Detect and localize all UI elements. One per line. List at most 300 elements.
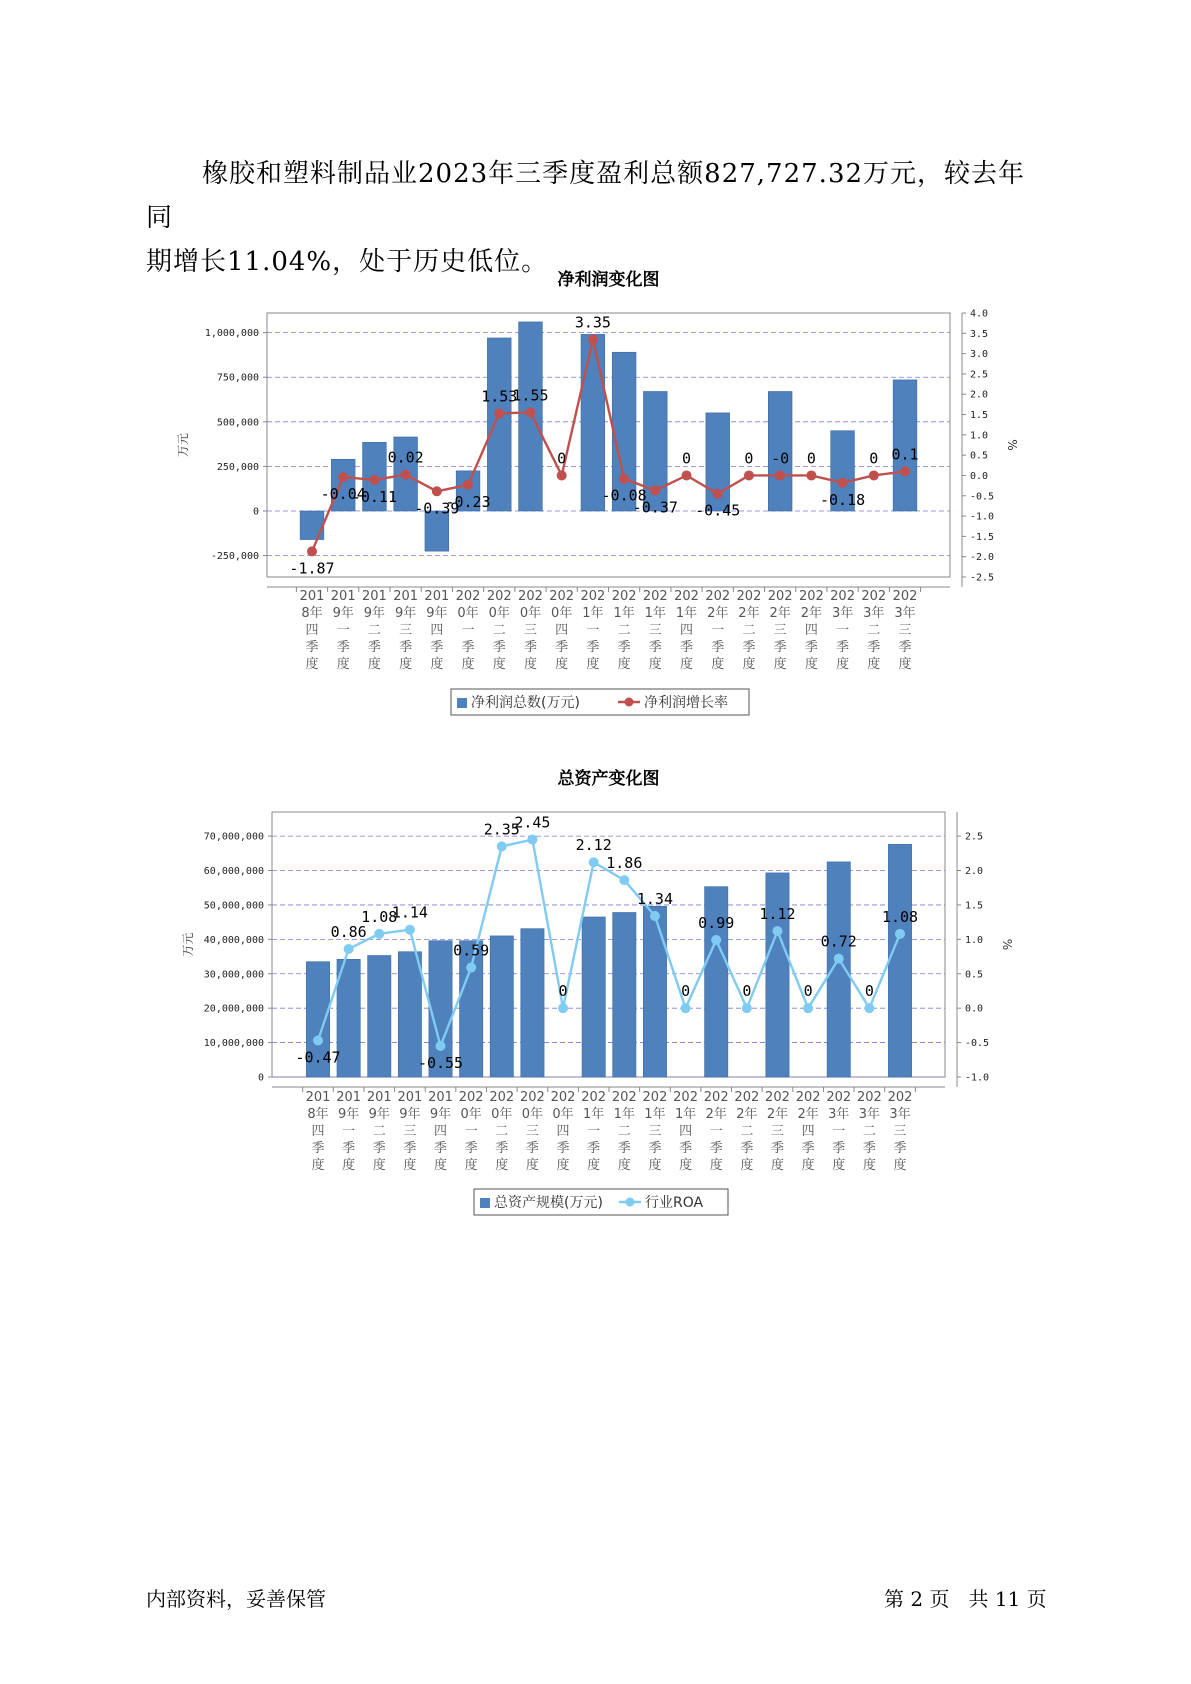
x-tick-label: 季	[430, 640, 444, 655]
line-point	[313, 1036, 323, 1046]
x-tick-label: 3年	[831, 606, 854, 621]
x-tick-label: 度	[555, 657, 569, 672]
x-tick-label: 季	[836, 640, 850, 655]
x-tick-label: 202	[736, 589, 762, 604]
data-label: 0	[682, 449, 692, 468]
x-tick-label: 三	[770, 1124, 784, 1139]
x-tick-label: 9年	[363, 606, 386, 621]
y2-tick-label: 2.5	[965, 831, 984, 843]
data-label: 0.86	[330, 922, 367, 941]
data-label: -0	[771, 449, 790, 468]
x-tick-label: 季	[492, 640, 506, 655]
x-tick-label: 季	[586, 640, 600, 655]
x-tick-label: 1年	[613, 1107, 635, 1122]
x-tick-label: 201	[397, 1090, 423, 1105]
y2-tick-label: -1.5	[970, 531, 995, 543]
x-tick-label: 度	[898, 657, 912, 672]
x-tick-label: 一	[336, 623, 350, 638]
x-tick-label: 一	[587, 1124, 601, 1139]
x-tick-label: 202	[486, 589, 512, 604]
x-tick-label: 度	[367, 657, 381, 672]
x-tick-label: 度	[648, 657, 662, 672]
data-label: 1.53	[481, 387, 518, 406]
x-tick-label: 二	[740, 1124, 754, 1139]
x-tick-label: 一	[464, 1124, 478, 1139]
x-tick-label: 8年	[307, 1107, 329, 1122]
x-tick-label: 季	[832, 1141, 846, 1156]
x-tick-label: 季	[525, 1141, 539, 1156]
x-tick-label: 202	[520, 1090, 545, 1105]
x-tick-label: 季	[617, 640, 631, 655]
x-tick-label: 度	[461, 657, 475, 672]
x-tick-label: 二	[495, 1124, 509, 1139]
x-tick-label: 二	[617, 1124, 631, 1139]
x-tick-label: 季	[679, 1141, 693, 1156]
x-tick-label: 2年	[738, 606, 760, 621]
line-point	[803, 1003, 813, 1013]
data-label: 0.99	[698, 914, 735, 933]
line-point	[527, 835, 537, 845]
x-tick-label: 3年	[894, 606, 916, 621]
data-label: 0	[744, 449, 754, 468]
x-tick-label: 202	[795, 1090, 821, 1105]
x-tick-label: 202	[767, 589, 793, 604]
x-tick-label: 季	[464, 1141, 478, 1156]
x-tick-label: 一	[586, 623, 600, 638]
x-tick-label: 三	[893, 1124, 907, 1139]
x-tick-label: 度	[770, 1158, 784, 1173]
y-tick-label: 0	[252, 506, 259, 518]
data-label: 1.08	[881, 907, 919, 926]
x-tick-label: 9年	[429, 1107, 452, 1122]
x-tick-label: 202	[611, 589, 637, 604]
x-tick-label: 季	[711, 640, 725, 655]
x-tick-label: 度	[801, 1158, 815, 1173]
x-tick-label: 度	[430, 657, 444, 672]
x-tick-label: 季	[587, 1141, 601, 1156]
line-point	[650, 911, 660, 921]
x-tick-label: 0年	[488, 606, 510, 621]
line-point	[742, 1003, 752, 1013]
x-tick-label: 度	[711, 657, 725, 672]
y2-tick-label: 1.0	[970, 430, 989, 442]
x-tick-label: 四	[680, 623, 694, 638]
x-tick-label: 1年	[583, 1107, 605, 1122]
x-tick-label: 度	[836, 657, 850, 672]
x-tick-label: 202	[826, 1090, 852, 1105]
y-tick-label: 40,000,000	[203, 934, 264, 946]
bar	[490, 936, 513, 1077]
data-label: 1.14	[391, 903, 428, 922]
y-tick-label: 70,000,000	[203, 831, 264, 843]
x-tick-label: 202	[830, 589, 855, 604]
y2-tick-label: 2.5	[970, 369, 989, 381]
x-tick-label: 度	[336, 657, 350, 672]
line-point	[436, 1041, 446, 1051]
y2-tick-label: -2.0	[970, 552, 995, 564]
x-tick-label: 0年	[491, 1107, 513, 1122]
summary-line-1: 橡胶和塑料制品业2023年三季度盈利总额827,727.32万元，较去年同	[146, 159, 1026, 233]
x-tick-label: 季	[709, 1141, 723, 1156]
x-tick-label: 度	[372, 1158, 386, 1173]
y2-tick-label: 0.0	[965, 1003, 984, 1015]
data-label: 0.02	[387, 448, 424, 467]
line-point	[344, 944, 354, 954]
data-label: 2.35	[483, 820, 520, 839]
x-tick-label: 二	[367, 623, 381, 638]
x-tick-label: 季	[893, 1141, 907, 1156]
data-label: 0	[869, 449, 879, 468]
x-tick-label: 2年	[797, 1107, 819, 1122]
line-point	[681, 1003, 691, 1013]
footer-left: 内部资料，妥善保管	[146, 1587, 326, 1611]
data-label: -0.04	[320, 485, 366, 504]
line-point	[466, 963, 476, 973]
x-tick-label: 度	[679, 1158, 693, 1173]
data-label: 0	[557, 449, 567, 468]
x-tick-label: 度	[804, 657, 818, 672]
x-tick-label: 201	[424, 589, 450, 604]
x-tick-label: 202	[489, 1090, 515, 1105]
x-tick-label: 202	[674, 589, 699, 604]
x-tick-label: 201	[336, 1090, 362, 1105]
data-label: 0	[742, 982, 752, 1001]
y2-tick-label: 2.0	[965, 866, 984, 878]
data-label: 1.55	[512, 386, 549, 405]
y2-tick-label: -0.5	[970, 491, 995, 503]
x-tick-label: 季	[617, 1141, 631, 1156]
x-tick-label: 2年	[766, 1107, 789, 1122]
x-tick-label: 季	[862, 1141, 876, 1156]
x-tick-label: 季	[556, 1141, 570, 1156]
x-tick-label: 1年	[613, 606, 635, 621]
y2-tick-label: -0.5	[965, 1038, 990, 1050]
summary-line-2: 期增长11.04%，处于历史低位。	[146, 247, 549, 277]
y2-axis-label: %	[1005, 439, 1019, 451]
x-tick-label: 度	[587, 1158, 601, 1173]
y-tick-label: 30,000,000	[203, 969, 264, 981]
x-tick-label: 季	[742, 640, 756, 655]
x-tick-label: 季	[495, 1141, 509, 1156]
x-tick-label: 度	[893, 1158, 907, 1173]
y-tick-label: 50,000,000	[203, 900, 264, 912]
x-tick-label: 度	[311, 1158, 325, 1173]
x-tick-label: 202	[673, 1090, 698, 1105]
y-tick-label: 750,000	[216, 372, 259, 384]
x-tick-label: 三	[399, 623, 413, 638]
x-tick-label: 9年	[426, 606, 448, 621]
y-tick-label: 500,000	[216, 417, 259, 429]
x-tick-label: 2年	[705, 1107, 727, 1122]
x-tick-label: 四	[430, 623, 444, 638]
x-tick-label: 一	[461, 623, 475, 638]
x-tick-label: 季	[773, 640, 787, 655]
x-tick-label: 季	[680, 640, 694, 655]
x-tick-label: 度	[586, 657, 600, 672]
line-point	[619, 875, 629, 885]
x-tick-label: 季	[648, 640, 662, 655]
x-tick-label: 201	[299, 589, 325, 604]
bar	[521, 929, 544, 1077]
line-point	[895, 929, 905, 939]
x-tick-label: 0年	[552, 1107, 574, 1122]
x-tick-label: 季	[372, 1141, 386, 1156]
data-label: -0.11	[351, 487, 397, 506]
y-axis-label: 万元	[176, 432, 190, 458]
x-tick-label: 季	[336, 640, 350, 655]
x-tick-label: 季	[740, 1141, 754, 1156]
x-tick-label: 二	[492, 623, 506, 638]
x-tick-label: 201	[393, 589, 419, 604]
data-label: -1.87	[289, 559, 335, 578]
x-tick-label: 一	[709, 1124, 723, 1139]
line-point	[558, 1003, 568, 1013]
x-tick-label: 202	[705, 589, 731, 604]
x-tick-label: 二	[617, 623, 631, 638]
x-tick-label: 一	[342, 1124, 356, 1139]
x-tick-label: 四	[311, 1124, 325, 1139]
footer-right: 第 2 页 共 11 页	[884, 1587, 1047, 1611]
x-tick-label: 季	[461, 640, 475, 655]
x-tick-label: 二	[862, 1124, 876, 1139]
x-tick-label: 3年	[858, 1107, 881, 1122]
x-tick-label: 四	[804, 623, 818, 638]
x-tick-label: 3年	[828, 1107, 850, 1122]
x-tick-label: 202	[550, 1090, 576, 1105]
data-label: 0.1	[891, 445, 919, 464]
data-label: 0.59	[453, 941, 490, 960]
data-label: 1.86	[606, 854, 643, 873]
y2-tick-label: 1.5	[970, 410, 989, 422]
y-tick-label: 60,000,000	[203, 866, 264, 878]
data-label: 1.08	[361, 907, 398, 926]
x-tick-label: 度	[525, 1158, 539, 1173]
x-tick-label: 2年	[736, 1107, 758, 1122]
x-tick-label: 季	[399, 640, 413, 655]
x-tick-label: 2年	[707, 606, 729, 621]
x-tick-label: 一	[836, 623, 850, 638]
x-tick-label: 度	[867, 657, 881, 672]
y2-tick-label: 3.0	[970, 349, 989, 361]
data-label: -0.37	[632, 498, 678, 517]
x-tick-label: 201	[366, 1090, 392, 1105]
line-point	[374, 929, 384, 939]
line-point	[405, 925, 415, 935]
legend-line-marker	[626, 1198, 635, 1207]
x-tick-label: 202	[892, 589, 918, 604]
x-tick-label: 202	[642, 1090, 668, 1105]
x-tick-label: 季	[305, 640, 319, 655]
x-tick-label: 度	[556, 1158, 570, 1173]
x-tick-label: 季	[311, 1141, 325, 1156]
x-tick-label: 202	[856, 1090, 882, 1105]
x-tick-label: 201	[305, 1090, 331, 1105]
x-tick-label: 度	[403, 1158, 417, 1173]
x-tick-label: 季	[403, 1141, 417, 1156]
x-tick-label: 季	[555, 640, 569, 655]
x-tick-label: 三	[403, 1124, 417, 1139]
line-point	[711, 935, 721, 945]
x-tick-label: 3年	[863, 606, 885, 621]
y-tick-label: 20,000,000	[203, 1003, 264, 1015]
y2-tick-label: 2.0	[970, 389, 989, 401]
y2-tick-label: 0.5	[970, 450, 989, 462]
legend-line-label: 净利润增长率	[644, 695, 728, 711]
x-tick-label: 0年	[457, 606, 479, 621]
x-tick-label: 度	[305, 657, 319, 672]
x-tick-label: 季	[523, 640, 537, 655]
data-label: -0.47	[295, 1048, 341, 1067]
data-label: 3.35	[574, 313, 611, 332]
x-tick-label: 度	[434, 1158, 448, 1173]
x-tick-label: 一	[832, 1124, 846, 1139]
x-tick-label: 四	[434, 1124, 448, 1139]
x-tick-label: 三	[525, 1124, 539, 1139]
x-tick-label: 季	[367, 640, 381, 655]
data-label: 0	[558, 982, 568, 1001]
data-label: 0.72	[820, 932, 857, 951]
x-tick-label: 202	[887, 1090, 913, 1105]
x-tick-label: 季	[801, 1141, 815, 1156]
x-tick-label: 度	[773, 657, 787, 672]
x-tick-label: 度	[648, 1158, 662, 1173]
data-label: 1.34	[636, 889, 674, 908]
x-tick-label: 三	[648, 1124, 662, 1139]
x-tick-label: 三	[773, 623, 787, 638]
x-tick-label: 三	[648, 623, 662, 638]
x-tick-label: 度	[492, 657, 506, 672]
x-tick-label: 1年	[644, 1107, 666, 1122]
legend-bar-label: 净利润总数(万元)	[471, 695, 580, 711]
x-tick-label: 1年	[675, 606, 698, 621]
x-tick-label: 度	[740, 1158, 754, 1173]
x-tick-label: 度	[342, 1158, 356, 1173]
data-label: 2.12	[575, 836, 612, 855]
y2-axis-label: %	[1000, 938, 1014, 951]
x-tick-label: 季	[770, 1141, 784, 1156]
x-tick-label: 二	[372, 1124, 386, 1139]
data-label: -0.45	[695, 501, 741, 520]
bar	[613, 912, 636, 1077]
y2-tick-label: 4.0	[970, 308, 989, 320]
bar	[643, 906, 666, 1077]
legend-line-label: 行业ROA	[645, 1195, 704, 1211]
x-tick-label: 8年	[301, 606, 323, 621]
x-tick-label: 四	[801, 1124, 815, 1139]
x-tick-label: 202	[642, 589, 668, 604]
y2-tick-label: -1.0	[970, 511, 995, 523]
data-label: 0	[681, 982, 691, 1001]
x-tick-label: 三	[523, 623, 537, 638]
x-tick-label: 1年	[674, 1107, 697, 1122]
x-tick-label: 度	[742, 657, 756, 672]
x-tick-label: 2年	[800, 606, 823, 621]
data-label: -0.39	[414, 499, 460, 518]
bar	[888, 844, 911, 1077]
x-tick-label: 四	[305, 623, 319, 638]
x-tick-label: 202	[458, 1090, 484, 1105]
x-tick-label: 度	[709, 1158, 723, 1173]
y2-tick-label: -1.0	[965, 1072, 990, 1084]
x-tick-label: 季	[434, 1141, 448, 1156]
bar	[766, 873, 789, 1077]
y2-tick-label: -2.5	[970, 572, 995, 584]
data-label: -0.08	[601, 486, 647, 505]
y2-tick-label: 1.0	[965, 934, 984, 946]
x-tick-label: 202	[861, 589, 887, 604]
x-tick-label: 一	[711, 623, 725, 638]
x-tick-label: 0年	[551, 606, 573, 621]
data-label: -0.55	[417, 1054, 464, 1073]
x-tick-label: 202	[518, 589, 543, 604]
x-tick-label: 度	[399, 657, 413, 672]
x-tick-label: 202	[798, 589, 824, 604]
x-tick-label: 季	[648, 1141, 662, 1156]
x-tick-label: 9年	[399, 1107, 421, 1122]
x-tick-label: 9年	[368, 1107, 390, 1122]
x-tick-label: 度	[464, 1158, 478, 1173]
x-tick-label: 2年	[769, 606, 791, 621]
x-tick-label: 202	[581, 1090, 607, 1105]
x-tick-label: 四	[679, 1124, 693, 1139]
line-point	[772, 926, 782, 936]
chart-title: 净利润变化图	[557, 270, 660, 290]
x-tick-label: 202	[765, 1090, 790, 1105]
x-tick-label: 度	[680, 657, 694, 672]
x-tick-label: 9年	[337, 1107, 360, 1122]
x-tick-label: 202	[549, 589, 575, 604]
x-tick-label: 二	[867, 623, 881, 638]
x-tick-label: 四	[555, 623, 569, 638]
data-label: 0	[803, 982, 813, 1001]
x-tick-label: 0年	[521, 1107, 544, 1122]
chart-title: 总资产变化图	[557, 769, 660, 789]
x-tick-label: 202	[703, 1090, 729, 1105]
x-tick-label: 度	[617, 657, 631, 672]
bar	[368, 956, 391, 1077]
x-tick-label: 度	[617, 1158, 631, 1173]
y-tick-label: -250,000	[210, 551, 259, 563]
bar	[582, 917, 605, 1077]
y-tick-label: 0	[257, 1072, 264, 1084]
x-tick-label: 3年	[889, 1107, 911, 1122]
data-label: 1.12	[759, 905, 796, 924]
legend-bar-swatch	[480, 1198, 490, 1208]
x-tick-label: 202	[611, 1090, 637, 1105]
x-tick-label: 1年	[582, 606, 604, 621]
y2-tick-label: 0.5	[965, 969, 984, 981]
y-tick-label: 10,000,000	[203, 1038, 264, 1050]
line-point	[589, 857, 599, 867]
data-label: 2.45	[514, 813, 551, 832]
x-tick-label: 201	[330, 589, 356, 604]
legend-bar-label: 总资产规模(万元)	[494, 1195, 603, 1211]
x-tick-label: 二	[742, 623, 756, 638]
x-tick-label: 1年	[644, 606, 666, 621]
x-tick-label: 0年	[519, 606, 542, 621]
x-tick-label: 9年	[394, 606, 417, 621]
x-tick-label: 202	[734, 1090, 760, 1105]
x-tick-label: 201	[362, 589, 387, 604]
x-tick-label: 0年	[460, 1107, 482, 1122]
x-tick-label: 季	[898, 640, 912, 655]
x-tick-label: 度	[832, 1158, 846, 1173]
x-tick-label: 202	[455, 589, 481, 604]
y2-tick-label: 1.5	[965, 900, 984, 912]
x-tick-label: 度	[523, 657, 537, 672]
x-tick-label: 201	[428, 1090, 453, 1105]
x-tick-label: 季	[342, 1141, 356, 1156]
